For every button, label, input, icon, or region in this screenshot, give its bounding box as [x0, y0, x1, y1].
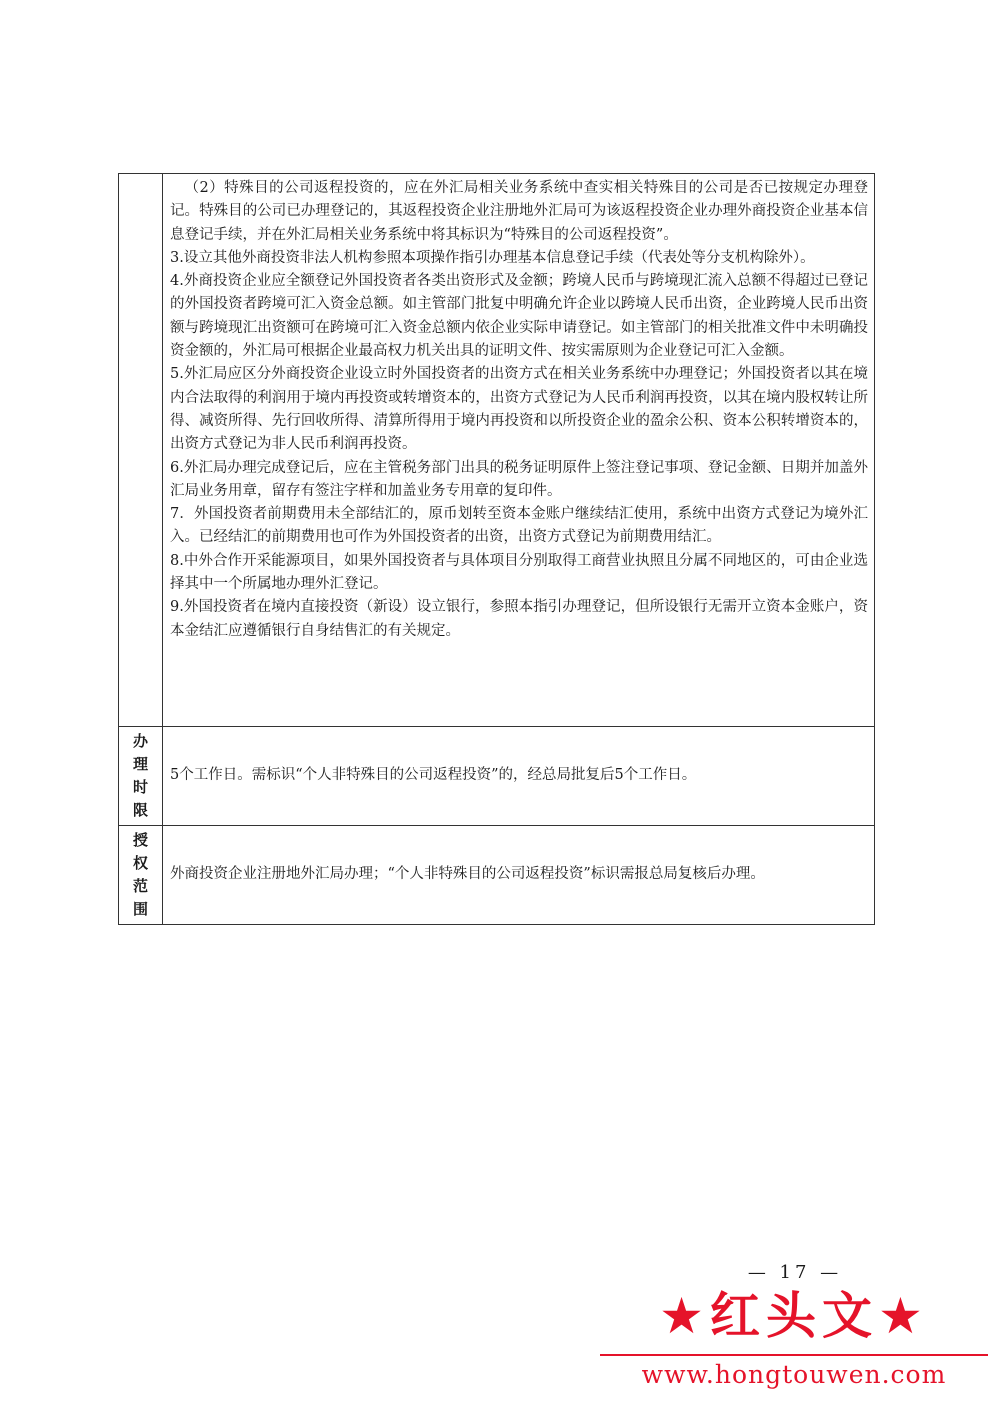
- paragraph-item-8: 8.中外合作开采能源项目，如果外国投资者与具体项目分别取得工商营业执照且分属不同地区的，可由企业选择其中一个所属地办理外汇登记。: [170, 552, 868, 593]
- notes-header-cell: [119, 174, 163, 727]
- scope-row: [119, 826, 875, 925]
- watermark-title: ★红头文★: [659, 1287, 929, 1345]
- notes-content-cell: [163, 174, 875, 727]
- time-limit-text: 5个工作日。需标识“个人非特殊目的公司返程投资”的，经总局批复后5个工作日。: [163, 727, 875, 826]
- paragraph-item-4: 4.外商投资企业应全额登记外国投资者各类出资形式及金额；跨境人民币与跨境现汇流入总额不得超过已登记的外国投资者跨境可汇入资金总额。如主管部门批复中明确允许企业以跨境人民币出资，企业跨境人民币出资额与跨境现汇出资额可在跨境可汇入资金总额内依企业实际申请登记。如主管部门的相关批准文件中未明确投资金额的，外汇局可根据企业最高权力机关出具的证明文件、按实需原则为企业登记可汇入金额。: [170, 273, 868, 360]
- scope-header: 授 权 范 围: [119, 826, 163, 925]
- paragraph-item-6: 6.外汇局办理完成登记后，应在主管税务部门出具的税务证明原件上签注登记事项、登记金额、日期并加盖外汇局业务用章，留存有签注字样和加盖业务专用章的复印件。: [170, 459, 868, 499]
- watermark-divider: [600, 1354, 988, 1356]
- notes-row: [119, 174, 875, 727]
- watermark-url: www.hongtouwen.com: [641, 1360, 947, 1389]
- paragraph-item-5: 5.外汇局应区分外商投资企业设立时外国投资者的出资方式在相关业务系统中办理登记；外国投资者以其在境内合法取得的利润用于境内再投资或转增资本的，出资方式登记为人民币利润再投资，以其在境内股权转让所得、减资所得、先行回收所得、清算所得用于境内再投资和以所投资企业的盈余公积、资本公积转增资本的，出资方式登记为非人民币利润再投资。: [170, 366, 868, 453]
- paragraph-item-3: 3.设立其他外商投资非法人机构参照本项操作指引办理基本信息登记手续（代表处等分支机构除外）。: [170, 249, 815, 266]
- page-number: — 17 —: [747, 1262, 843, 1283]
- time-limit-header: 办 理 时 限: [119, 727, 163, 826]
- paragraph-item-9: 9.外国投资者在境内直接投资（新设）设立银行，参照本指引办理登记，但所设银行无需开立资本金账户，资本金结汇应遵循银行自身结售汇的有关规定。: [170, 599, 868, 639]
- time-limit-row: [119, 727, 875, 826]
- paragraph-special-purpose: （2）特殊目的公司返程投资的，应在外汇局相关业务系统中查实相关特殊目的公司是否已按规定办理登记。特殊目的公司已办理登记的，其返程投资企业注册地外汇局可为该返程投资企业办理外商投资企业基本信息登记手续，并在外汇局相关业务系统中将其标识为“特殊目的公司返程投资”。: [170, 180, 868, 243]
- watermark: [598, 1280, 990, 1390]
- paragraph-item-7: 7．外国投资者前期费用未全部结汇的，原币划转至资本金账户继续结汇使用，系统中出资方式登记为境外汇入。已经结汇的前期费用也可作为外国投资者的出资，出资方式登记为前期费用结汇。: [170, 506, 868, 546]
- scope-text: 外商投资企业注册地外汇局办理；“个人非特殊目的公司返程投资”标识需报总局复核后办理。: [163, 826, 875, 925]
- document-table: [118, 173, 875, 925]
